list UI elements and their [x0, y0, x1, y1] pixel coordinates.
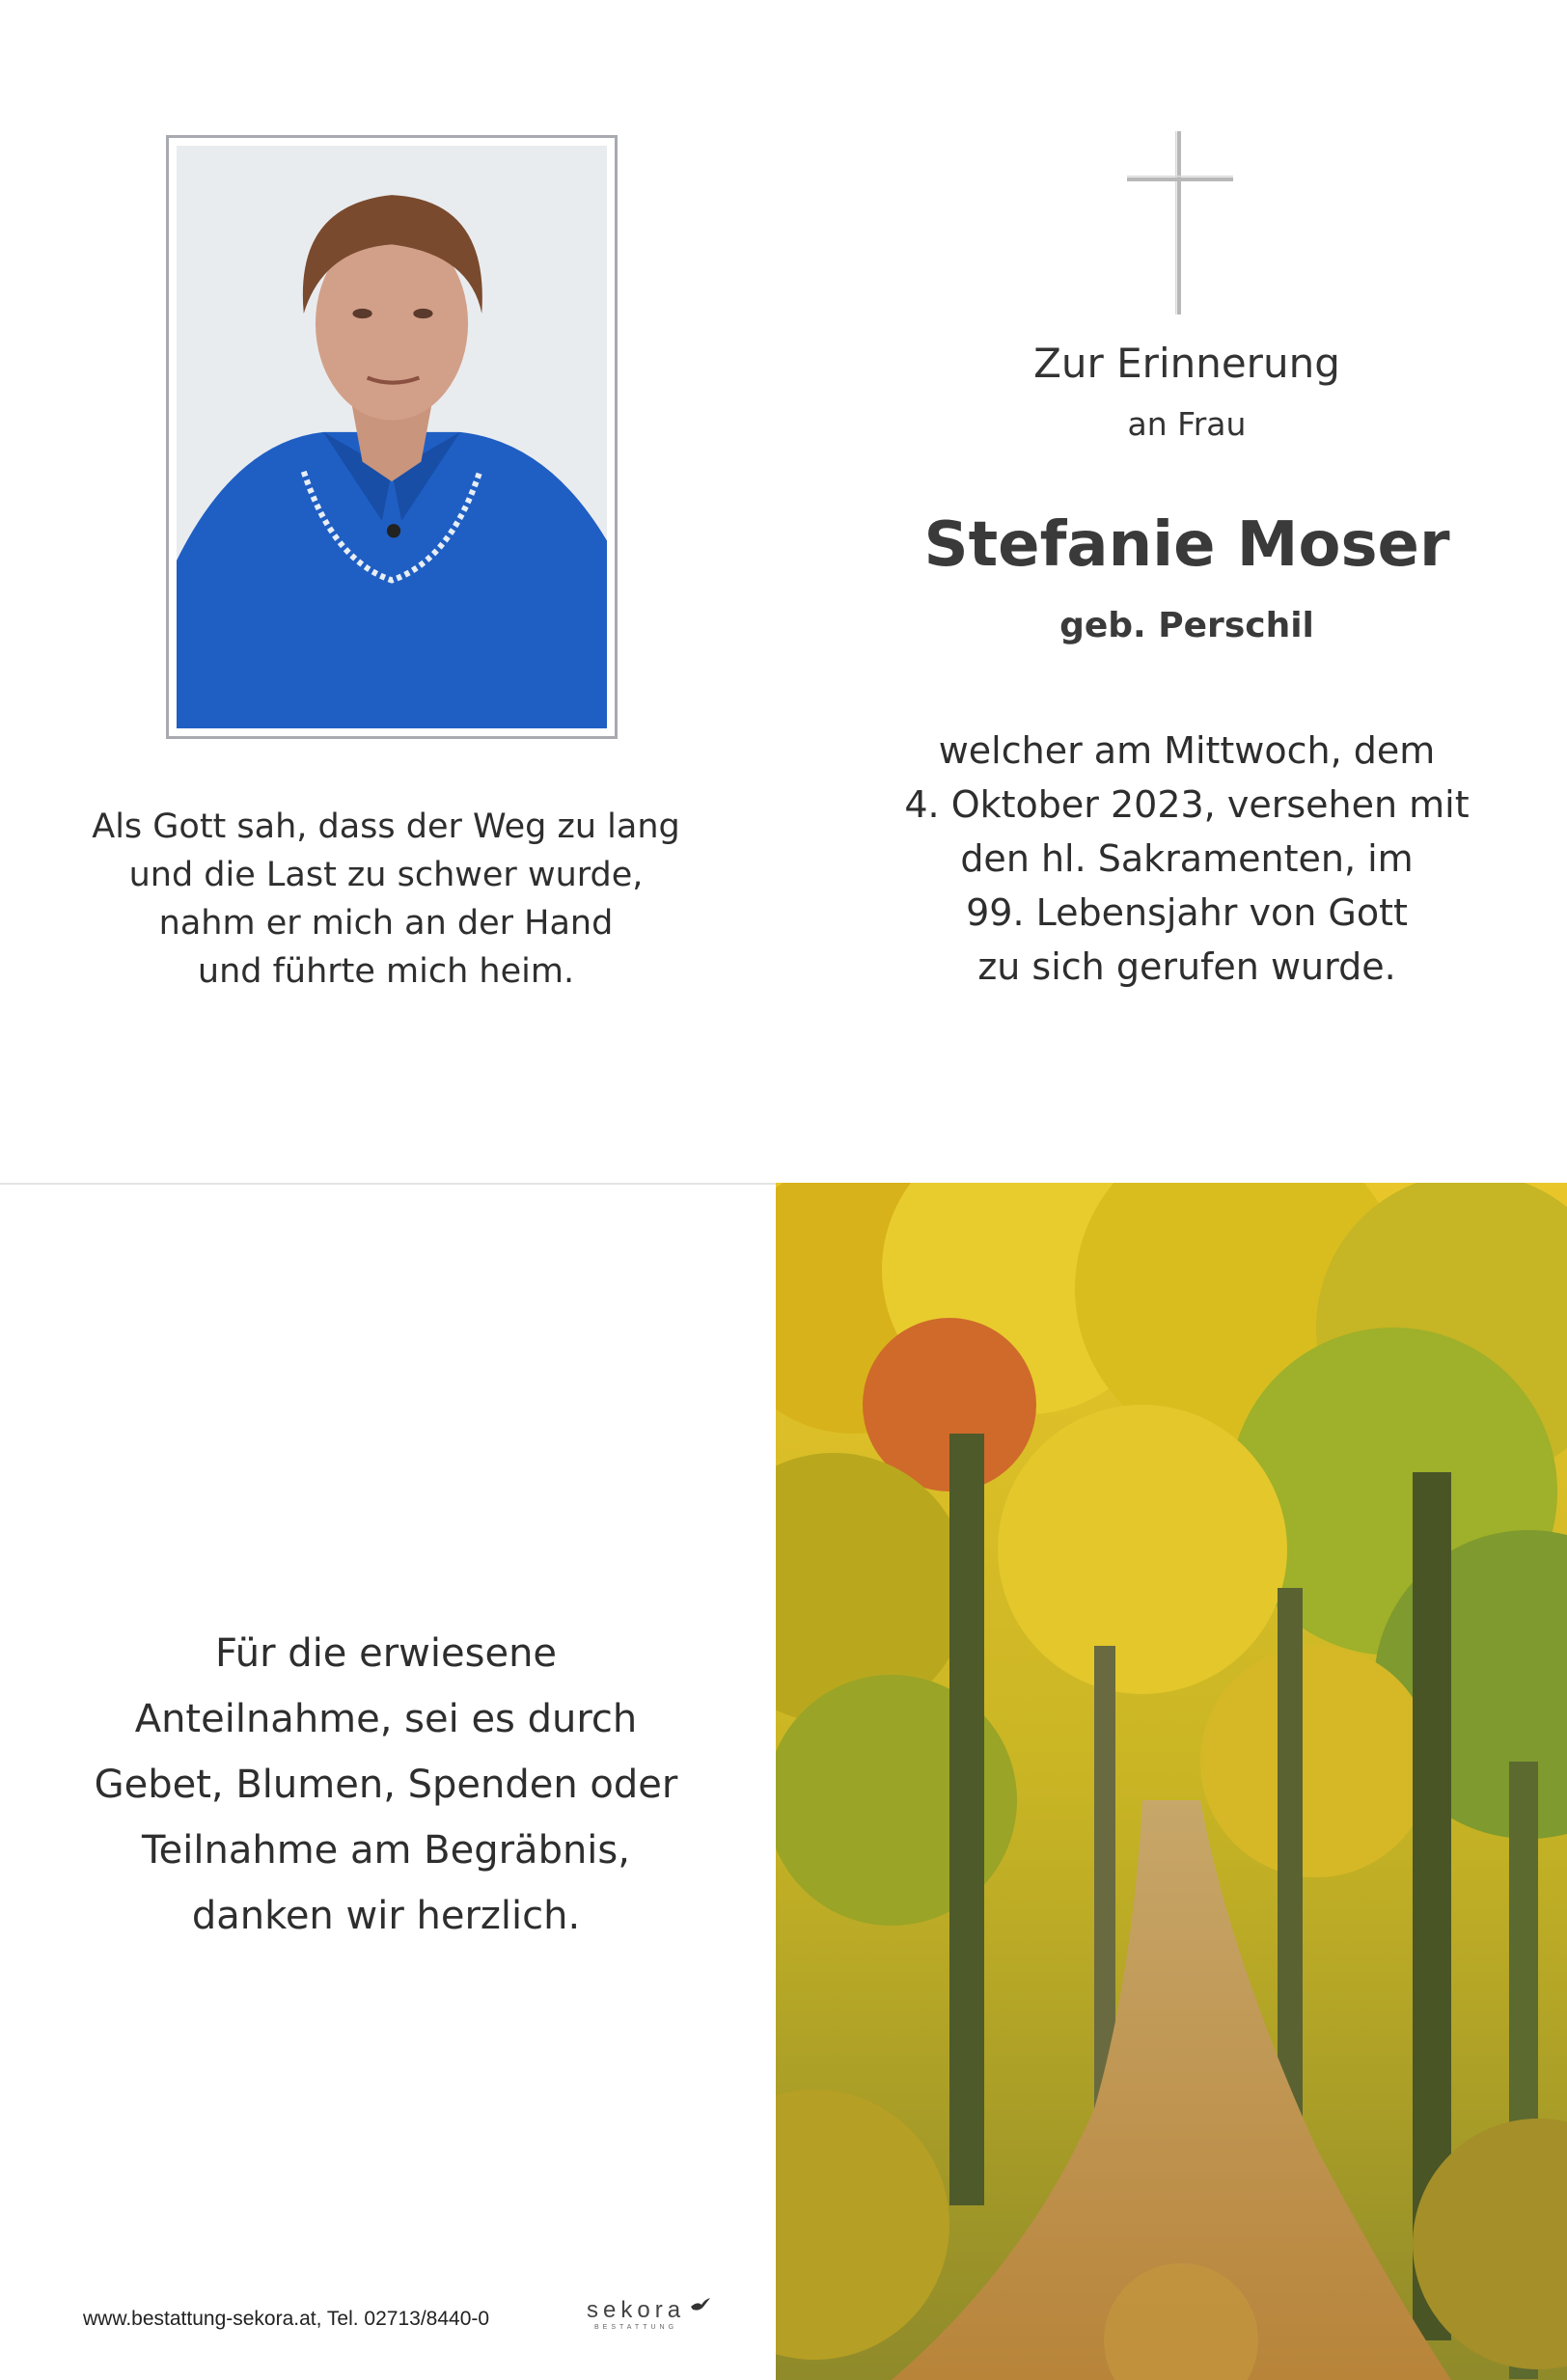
deceased-name: Stefanie Moser	[923, 509, 1450, 581]
logo-word: sekora	[587, 2297, 686, 2323]
verse-line: und die Last zu schwer wurde,	[128, 856, 644, 894]
cross-icon	[1127, 131, 1233, 315]
thanks-line: Teilnahme am Begräbnis,	[142, 1828, 630, 1873]
thanks-line: Gebet, Blumen, Spenden oder	[94, 1763, 678, 1807]
thanks-line: Für die erwiesene	[214, 1631, 558, 1676]
logo-subtitle: BESTATTUNG	[594, 2324, 678, 2331]
death-line: zu sich gerufen wurde.	[977, 945, 1396, 988]
bird-icon	[690, 2297, 711, 2314]
autumn-forest-image	[776, 1183, 1567, 2380]
footer-contact: www.bestattung-sekora.at, Tel. 02713/8440-0	[83, 2308, 490, 2330]
verse-line: Als Gott sah, dass der Weg zu lang	[92, 807, 680, 846]
memory-subtitle: an Frau	[1127, 405, 1247, 443]
verse-text	[58, 803, 714, 996]
portrait-photo	[166, 135, 618, 739]
verse-line: und führte mich heim.	[197, 952, 575, 991]
thanks-line: Anteilnahme, sei es durch	[134, 1697, 638, 1741]
thanks-text	[58, 1621, 714, 1949]
thanks-line: danken wir herzlich.	[191, 1894, 581, 1938]
death-line: den hl. Sakramenten, im	[960, 837, 1414, 880]
funeral-home-logo	[587, 2297, 711, 2331]
death-notice	[868, 724, 1505, 994]
death-line: welcher am Mittwoch, dem	[938, 729, 1436, 772]
memory-title: Zur Erinnerung	[1033, 340, 1340, 387]
verse-line: nahm er mich an der Hand	[158, 904, 614, 943]
birth-name: geb. Perschil	[1059, 606, 1314, 645]
death-line: 4. Oktober 2023, versehen mit	[904, 783, 1470, 826]
death-line: 99. Lebensjahr von Gott	[966, 891, 1408, 934]
